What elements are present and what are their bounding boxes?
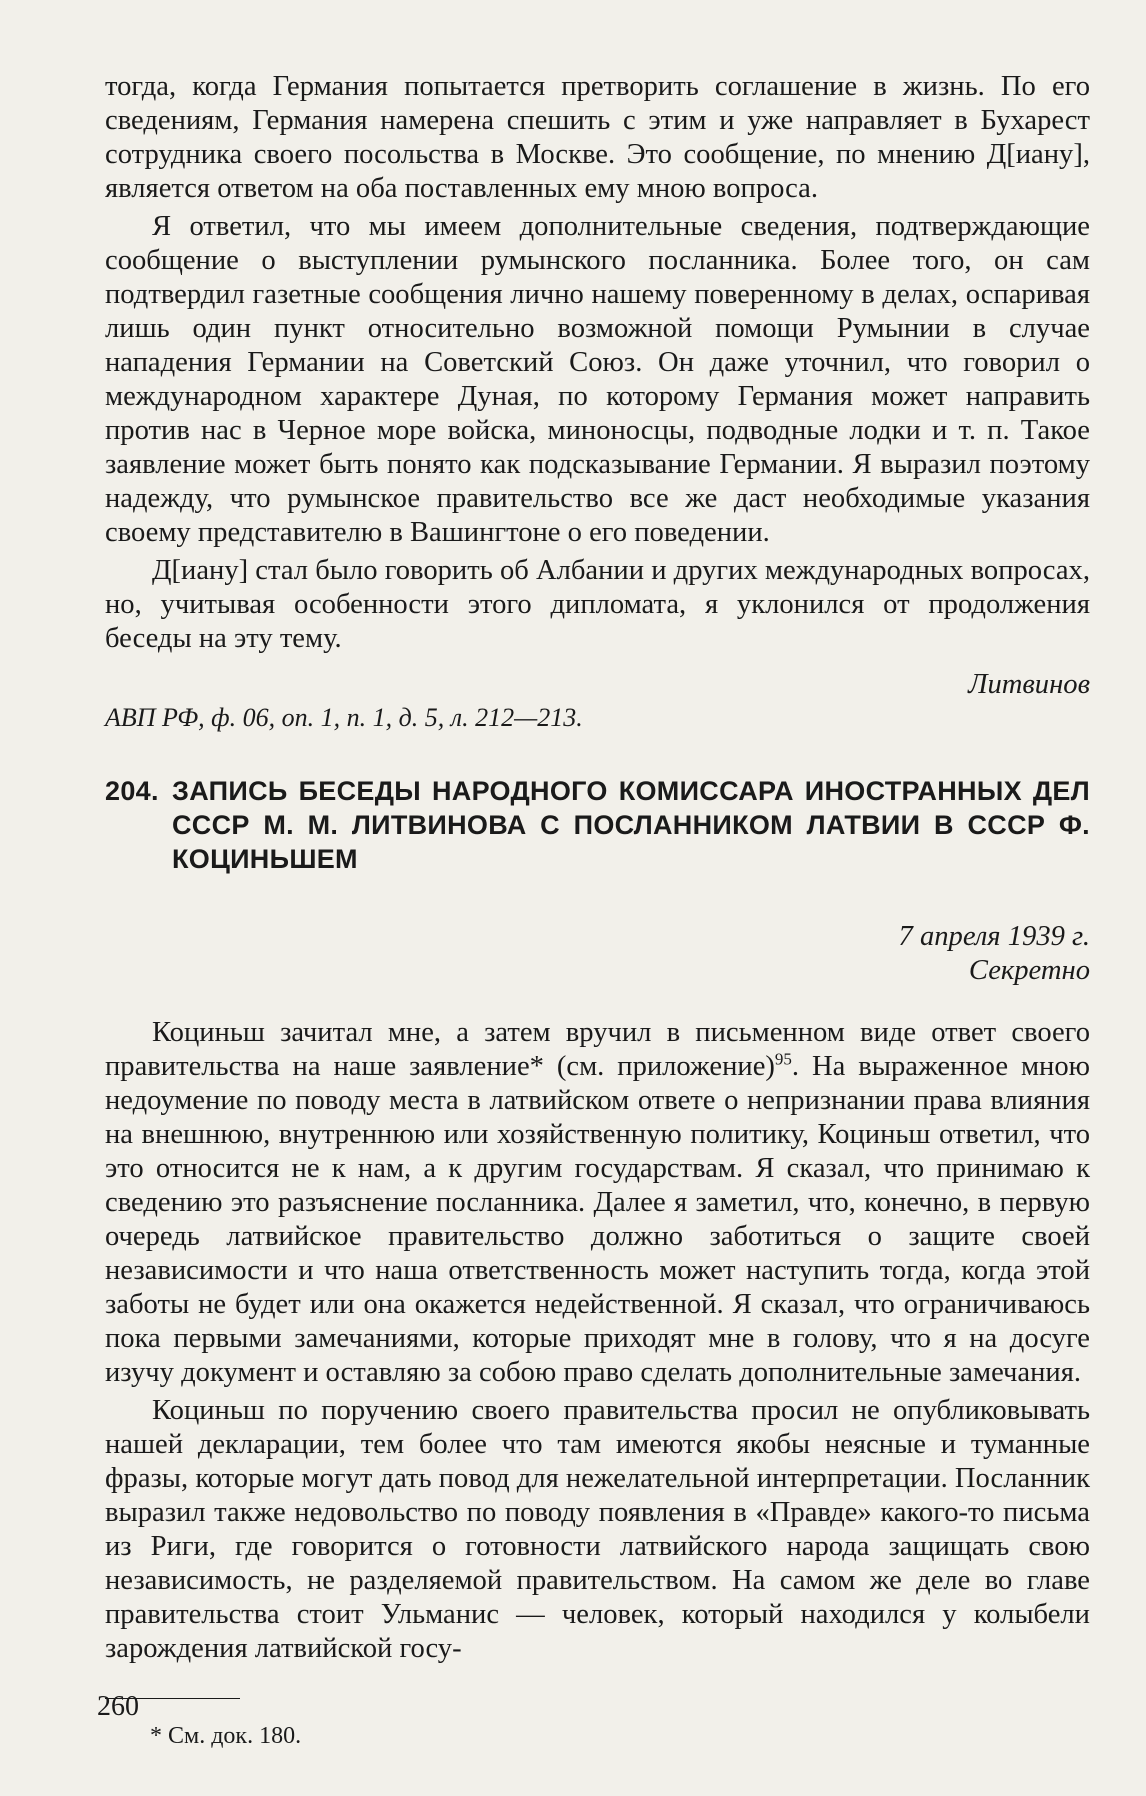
classification-label: Секретно: [968, 955, 1090, 986]
paragraph-latvian-reply: [105, 1016, 1090, 1390]
note-reference: 95: [774, 1049, 792, 1069]
paragraph-text: . На выраженное мною недоумение по поводу места в латвийском ответе о непризнании права влияния на внешнюю, внутреннюю или хозяйственную политику, Коциньш ответил, что это относится не к нам, а к другим государствам. Я сказал, что принимаю к сведению это разъяснение посланника. Далее я заметил, что, конечно, в первую очередь латвийское правительство должно заботиться о защите своей независимости и что наша ответственность может наступить тогда, когда этой заботы не будет или она окажется недейственной. Я сказал, что ограничиваюсь пока первыми замечаниями, которые приходят мне в голову, что я на досуге изучу документ и оставляю за собою право сделать дополнительные замечания.: [105, 1051, 1091, 1388]
paragraph-text: Коциньш зачитал мне, а затем вручил в письменном виде ответ своего правительства на наше заявление* (см. приложение): [105, 1017, 1090, 1082]
paragraph-continuation: тогда, когда Германия попытается претворить соглашение в жизнь. По его сведениям, Германия намерена спешить с этим и уже направляет в Бухарест сотрудника своего посольства в Москве. Это сообщение, по мнению Д[иану], является ответом на оба поставленных ему мною вопроса.: [105, 71, 1090, 204]
page-number: 260: [97, 1691, 139, 1722]
document-title: ЗАПИСЬ БЕСЕДЫ НАРОДНОГО КОМИССАРА ИНОСТРАННЫХ ДЕЛ СССР М. М. ЛИТВИНОВА С ПОСЛАННИКОМ ЛАТВИИ В СССР Ф. КОЦИНЬШЕМ: [172, 776, 1090, 874]
paragraph-closing: Д[иану] стал было говорить об Албании и других международных вопросах, но, учитывая особенности этого дипломата, я уклонился от продолжения беседы на эту тему.: [105, 555, 1090, 654]
document-number: 204.: [105, 776, 159, 806]
archive-source: АВП РФ, ф. 06, оп. 1, п. 1, д. 5, л. 212—213.: [105, 703, 583, 732]
document-heading: [105, 774, 1090, 876]
paragraph-publication-request: Коциньш по поручению своего правительства просил не опубликовывать нашей декларации, тем более что там имеются якобы неясные и туманные фразы, которые могут дать повод для нежелательной интерпретации. Посланник выразил также недовольство по поводу появления в «Правде» какого-то письма из Риги, где говорится о готовности латвийского народа защищать свою независимость, не разделяемой правительством. На самом же деле во главе правительства стоит Ульманис — человек, который находился у колыбели зарождения латвийской госу-: [105, 1395, 1090, 1664]
paragraph-reply: Я ответил, что мы имеем дополнительные сведения, подтверждающие сообщение о выступлении румынского посланника. Более того, он сам подтвердил газетные сообщения лично нашему поверенному в делах, оспаривая лишь один пункт относительно возможной помощи Румынии в случае нападения Германии на Советский Союз. Он даже уточнил, что говорил о международном характере Дуная, по которому Германия может направить против нас в Черное море войска, миноносцы, подводные лодки и т. п. Такое заявление может быть понято как подсказывание Германии. Я выразил поэтому надежду, что румынское правительство все же даст необходимые указания своему представителю в Вашингтоне о его поведении.: [105, 211, 1090, 548]
document-page: [105, 70, 1090, 1751]
signature: Литвинов: [968, 669, 1090, 700]
footnote: * См. док. 180.: [150, 1723, 302, 1749]
document-date: 7 апреля 1939 г.: [898, 921, 1090, 952]
